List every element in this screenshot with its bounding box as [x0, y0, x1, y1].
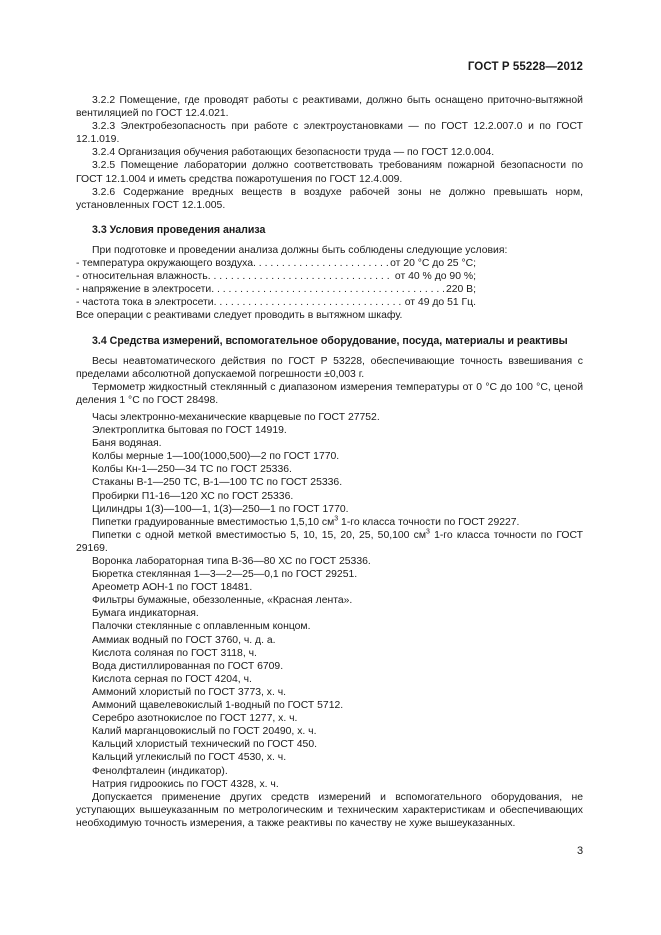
standard-header: ГОСТ Р 55228—2012: [467, 61, 583, 73]
equipment-list-b: [76, 555, 583, 791]
page-number: 3: [577, 845, 584, 857]
conditions-outro: Все операции с реактивами следует проводить в вытяжном шкафу.: [76, 310, 403, 322]
condition-humidity: - относительная влажность . . . от 40 % до 90 %;: [76, 270, 476, 283]
conditions-intro: При подготовке и проведении анализа должны быть соблюдены следующие условия:: [92, 244, 508, 256]
list-item: Бумага индикаторная.: [92, 608, 199, 620]
list-item: Цилиндры 1(3)—100—1, 1(3)—250—1 по ГОСТ 1770.: [92, 503, 349, 515]
list-item: Электроплитка бытовая по ГОСТ 14919.: [92, 425, 287, 437]
clause-3-2-6: 3.2.6 Содержание вредных веществ в воздухе рабочей зоны не должно превышать норм, установленных ГОСТ 12.1.005.: [76, 186, 583, 211]
list-item: Колбы мерные 1—100(1000,500)—2 по ГОСТ 1770.: [92, 451, 340, 463]
condition-frequency: - частота тока в электросети . . . от 49 до 51 Гц.: [76, 296, 476, 309]
section-3-3-heading: 3.3 Условия проведения анализа: [92, 223, 266, 236]
list-item: Фильтры бумажные, обеззоленные, «Красная лента».: [92, 595, 353, 607]
list-item: Воронка лабораторная типа В-36—80 ХС по ГОСТ 25336.: [92, 556, 371, 567]
list-item: Ареометр АОН-1 по ГОСТ 18481.: [92, 582, 253, 594]
clause-3-2-5: 3.2.5 Помещение лаборатории должно соответствовать требованиям пожарной безопасности по ГОСТ 12.1.004 и иметь средства пожаротушения по ГОСТ 12.4.009.: [76, 160, 583, 185]
equipment-list-a: [76, 411, 583, 516]
list-item: Кальций углекислый по ГОСТ 4530, х. ч.: [92, 752, 287, 764]
list-item: Баня водяная.: [92, 438, 162, 450]
condition-temperature: - температура окружающего воздуха . . . от 20 °С до 25 °С;: [76, 257, 476, 270]
clause-3-2-2: 3.2.2 Помещение, где проводят работы с реактивами, должно быть оснащено приточно-вытяжной вентиляцией по ГОСТ 12.4.021.: [76, 95, 583, 120]
clause-3-2-3: 3.2.3 Электробезопасность при работе с электроустановками — по ГОСТ 12.2.007.0 и по ГОСТ 12.1.019.: [76, 121, 583, 146]
list-item: Кислота соляная по ГОСТ 3118, ч.: [92, 647, 257, 659]
list-item: Аммоний щавелевокислый 1-водный по ГОСТ 5712.: [92, 700, 344, 712]
list-item: Аммоний хлористый по ГОСТ 3773, х. ч.: [92, 686, 287, 698]
list-item: Натрия гидроокись по ГОСТ 4328, х. ч.: [92, 778, 279, 790]
thermometer-text: Термометр жидкостный стеклянный с диапазоном измерения температуры от 0 °С до 100 °С, ценой деления 1 °С по ГОСТ 28498.: [76, 381, 583, 406]
list-item: Палочки стеклянные с оплавленным концом.: [92, 621, 311, 633]
section-3-2: [76, 94, 583, 212]
list-item: Колбы Кн-1—250—34 ТС по ГОСТ 25336.: [92, 464, 292, 476]
condition-voltage: - напряжение в электросети . . . 220 В;: [76, 283, 476, 296]
pipettes-graduated: Пипетки градуированные вместимостью 1,5,10 $см^3$ 1-го класса точности по ГОСТ 29227.: [92, 515, 520, 528]
clause-3-2-4: 3.2.4 Организация обучения работающих безопасности труда — по ГОСТ 12.0.004.: [92, 147, 495, 159]
list-item: Кислота серная по ГОСТ 4204, ч.: [92, 673, 252, 685]
document-body: [76, 94, 583, 830]
list-item: Бюретка стеклянная 1—3—2—25—0,1 по ГОСТ 29251.: [92, 569, 358, 581]
list-item: Стаканы В-1—250 ТС, В-1—100 ТС по ГОСТ 25336.: [92, 477, 343, 489]
list-item: Серебро азотнокислое по ГОСТ 1277, х. ч.: [92, 713, 298, 725]
conditions-list: [76, 257, 583, 309]
list-item: Вода дистиллированная по ГОСТ 6709.: [92, 660, 284, 672]
closing-paragraph: Допускается применение других средств измерений и вспомогательного оборудования, не уступающих вышеуказанным по метрологическим и техническим характеристикам и обеспечивающих необходимую точность измерения, а также реактивы по качеству не хуже вышеуказанных.: [76, 791, 583, 829]
list-item: Калий марганцовокислый по ГОСТ 20490, х. ч.: [92, 726, 317, 738]
scales-text: Весы неавтоматического действия по ГОСТ Р 53228, обеспечивающие точность взвешивания с пределами абсолютной допускаемой погрешности ±0,003 г.: [76, 355, 583, 380]
section-3-4-heading: 3.4 Средства измерений, вспомогательное оборудование, посуда, материалы и реактивы: [92, 334, 568, 347]
list-item: Пробирки П1-16—120 ХС по ГОСТ 25336.: [92, 490, 294, 502]
list-item: Аммиак водный по ГОСТ 3760, ч. д. а.: [92, 634, 276, 646]
pipettes-single-mark: Пипетки с одной меткой вместимостью 5, 10, 15, 20, 25, 50,100 $см^3$ 1-го класса точности по ГОСТ 29169.: [76, 528, 583, 554]
list-item: Фенолфталеин (индикатор).: [92, 765, 228, 777]
list-item: Часы электронно-механические кварцевые по ГОСТ 27752.: [92, 411, 380, 423]
list-item: Кальций хлористый технический по ГОСТ 450.: [92, 739, 317, 751]
